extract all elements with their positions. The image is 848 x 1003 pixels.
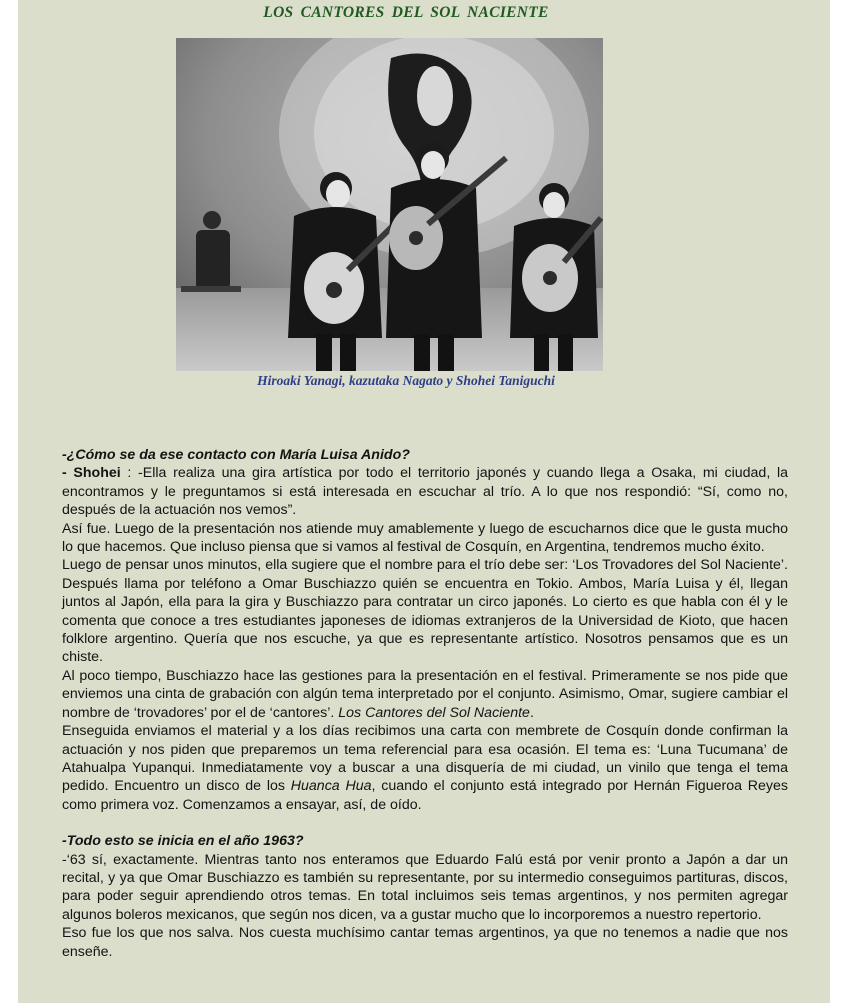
paragraph-4-end: .	[529, 704, 534, 721]
paragraph-2: Así fue. Luego de la presentación nos atiende muy amablemente y luego de escucharnos dice que le gusta mucho lo que hacemos. Que incluso piensa que si vamos al festival de Cosquín, en Argentina, tendremos mucho éxito.	[62, 520, 788, 556]
interview-text	[62, 446, 788, 961]
paragraph-6: -‘63 sí, exactamente. Mientras tanto nos enteramos que Eduardo Falú está por venir pronto a Japón a dar un recital, y ya que Omar Buschiazzo es también su representante, por su intermedio conseguimos partituras, discos, para poder seguir aprendiendo otros temas. En total incluimos seis temas argentinos, y nos permiten agregar algunos boleros mexicanos, que según nos dicen, va a gustar mucho que lo incorporemos a nuestro repertorio.	[62, 851, 788, 923]
question-2: -Todo esto se inicia en el año 1963?	[62, 833, 304, 850]
trio-photo-illustration	[176, 38, 603, 371]
group-name-emphasis: Huanca Hua	[290, 778, 372, 795]
paragraph-4	[62, 667, 788, 722]
band-name-emphasis: Los Cantores del Sol Naciente	[338, 704, 530, 721]
speaker-label: - Shohei	[62, 465, 121, 482]
paragraph-7: Eso fue los que nos salva. Nos cuesta muchísimo cantar temas argentinos, ya que no tenemos a nadie que nos enseñe.	[62, 925, 788, 960]
paragraph-5	[62, 722, 788, 814]
photo-caption: Hiroaki Yanagi, kazutaka Nagato y Shohei Taniguchi	[257, 373, 555, 388]
paragraph-5-text: Enseguida enviamos el material y a los días recibimos una carta con membrete de Cosquín donde confirman la actuación y nos piden que preparemos un tema referencial para esa ocasión. El tema es: ‘Luna Tucumana’ de Atahualpa Yupanqui. Inmediatamente voy a buscar a una disquería de mi ciudad, un vinilo que tenga el tema pedido. Encuentro un disco de los	[62, 723, 788, 795]
magazine-page	[18, 0, 830, 1003]
paragraph-4-text: Al poco tiempo, Buschiazzo hace las gestiones para la presentación en el festival. Primeramente se nos pide que enviemos una cinta de grabación con algún tema interpretado por el conjunto. Asimismo, Omar, sugiere cambiar el nombre de ‘trovadores’ por el de ‘cantores’.	[62, 667, 788, 721]
answer-1	[62, 464, 788, 519]
trio-photo	[176, 38, 603, 371]
section-gap	[62, 814, 788, 832]
answer-1-text: : -Ella realiza una gira artística por todo el territorio japonés y cuando llega a Osaka, mi ciudad, la encontramos y le preguntamos si está interesada en escuchar al trío. A lo que nos respondió: “Sí, como no, después de la actuación nos vemos”.	[62, 465, 788, 519]
article-title: LOS CANTORES DEL SOL NACIENTE	[263, 4, 549, 21]
question-1: -¿Cómo se da ese contacto con María Luisa Anido?	[62, 447, 410, 463]
paragraph-3: Luego de pensar unos minutos, ella sugiere que el nombre para el trío debe ser: ‘Los Trovadores del Sol Naciente’. Después llama por teléfono a Omar Buschiazzo quién se encuentra en Tokio. Ambos, María Luisa y él, llegan juntos al Japón, ella para la gira y Buschiazzo para contratar un circo japonés. Lo cierto es que habla con él y le comenta que conoce a tres estudiantes japoneses de idiomas extranjeros de la Universidad de Kioto, que hacen folklore argentino. Quería que nos escuche, ya que es representante artístico. Nosotros pensamos que es un chiste.	[62, 557, 788, 666]
paragraph-5-end: , cuando el conjunto está integrado por Hernán Figueroa Reyes como primera voz. Comenzamos a ensayar, así, de oído.	[62, 778, 788, 813]
